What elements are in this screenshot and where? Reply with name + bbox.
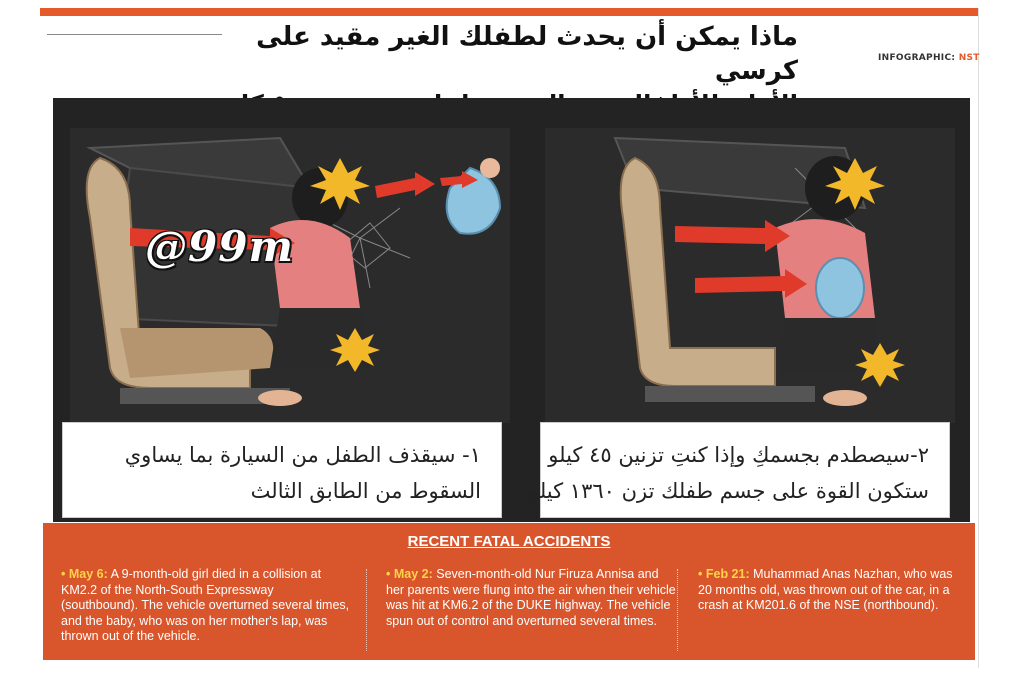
accident-text: Seven-month-old Nur Firuza Annisa and her parents were flung into the air when their vehicle was hit at KM6.2 of the DUKE highway. The vehicle spun out of control and overturned several times. xyxy=(386,567,676,628)
accidents-heading: RECENT FATAL ACCIDENTS xyxy=(407,533,611,550)
caption-left-line-1: ١- سيقذف الطفل من السيارة بما يساوي xyxy=(124,443,481,467)
accident-text: Muhammad Anas Nazhan, who was 20 months old, was thrown out of the car, in a crash at KM201.6 of the NSE (northbound). xyxy=(698,567,953,612)
top-accent-bar xyxy=(40,8,978,16)
caption-right-line-2: ستكون القوة على جسم طفلك تزن ١٣٦٠ كيلو xyxy=(528,479,929,503)
caption-right-line-1: ٢-سيصطدم بجسمكِ وإذا كنتِ تزنين ٤٥ كيلو xyxy=(548,443,929,467)
caption-left-line-2: السقوط من الطابق الثالث xyxy=(250,479,481,503)
accident-text: A 9-month-old girl died in a collision at KM2.2 of the North-South Expressway (southbound). The vehicle overturned several times, and the baby, who was on her mother's lap, was thrown out of the vehicle. xyxy=(61,567,350,643)
scene-right-illustration xyxy=(545,128,955,423)
caption-right xyxy=(528,422,950,518)
page-edge-line xyxy=(978,8,979,668)
column-separator xyxy=(366,569,368,651)
accident-date: • Feb 21: xyxy=(698,567,750,581)
title-line-1: ماذا يمكن أن يحدث لطفلك الغير مقيد على كرسي xyxy=(256,22,798,86)
accident-date: • May 2: xyxy=(386,567,433,581)
credit-label: INFOGRAPHIC: xyxy=(878,53,956,63)
header-rule xyxy=(47,34,222,35)
column-separator xyxy=(677,569,679,651)
caption-left xyxy=(62,422,502,518)
watermark-text: @99m xyxy=(145,222,294,271)
accident-item xyxy=(386,567,676,629)
infographic-credit xyxy=(878,53,980,63)
accident-item xyxy=(61,567,351,645)
accident-date: • May 6: xyxy=(61,567,108,581)
credit-brand: NST xyxy=(958,53,980,63)
recent-accidents-band xyxy=(43,523,975,660)
accident-item xyxy=(698,567,960,614)
scene-left-illustration xyxy=(70,128,510,423)
